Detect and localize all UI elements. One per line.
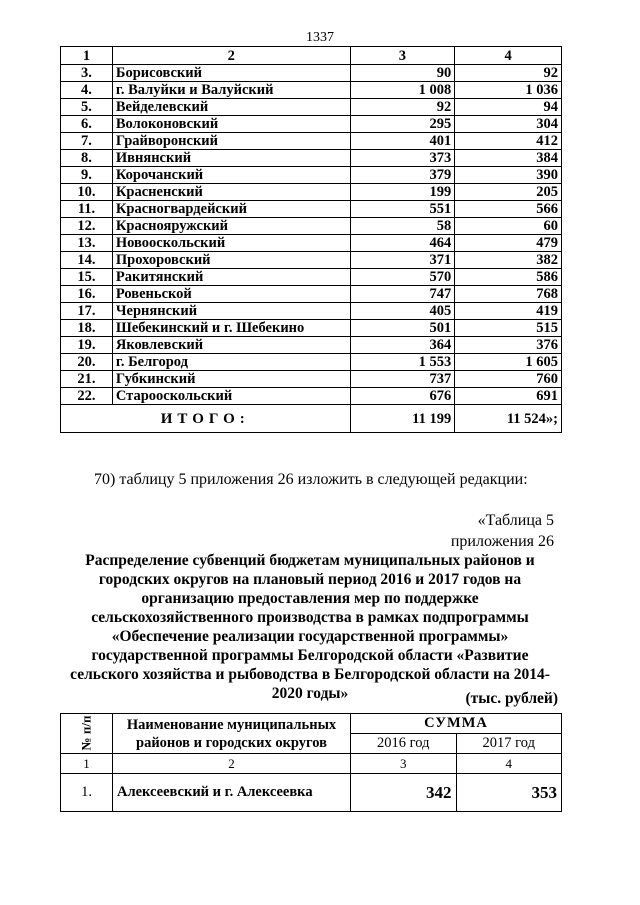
index-cell: 1 (61, 754, 113, 774)
row-value-2017: 390 (455, 167, 562, 184)
row-value-2017: 566 (455, 201, 562, 218)
table-row (61, 116, 562, 133)
row-value-2017: 205 (455, 184, 562, 201)
row-number: 19. (61, 337, 113, 354)
row-value-2016: 1 008 (350, 82, 455, 99)
page-number: 1337 (306, 30, 334, 45)
row-value-2017: 304 (455, 116, 562, 133)
row-number: 8. (61, 150, 113, 167)
row-district: Корочанский (112, 167, 350, 184)
row-district: г. Белгород (112, 354, 350, 371)
table-row (61, 184, 562, 201)
total-2017: 11 524»; (455, 405, 562, 433)
table-row (61, 286, 562, 303)
row-district: Красногвардейский (112, 201, 350, 218)
row-number: 16. (61, 286, 113, 303)
table-row (61, 82, 562, 99)
row-number: 13. (61, 235, 113, 252)
table-row (61, 388, 562, 405)
subsidy-table-continued (60, 46, 562, 433)
row-number: 6. (61, 116, 113, 133)
row-value-2016: 58 (350, 218, 455, 235)
table-row (61, 65, 562, 82)
row-number: 3. (61, 65, 113, 82)
row-value-2016: 501 (350, 320, 455, 337)
row-value-2016: 373 (350, 150, 455, 167)
row-value-2016: 570 (350, 269, 455, 286)
row-number: 1. (61, 774, 113, 812)
row-value-2016: 90 (350, 65, 455, 82)
row-value-2016: 737 (350, 371, 455, 388)
index-cell: 2 (113, 754, 351, 774)
row-value-2016: 747 (350, 286, 455, 303)
row-number: 17. (61, 303, 113, 320)
row-value-2016: 401 (350, 133, 455, 150)
subsidy-table-5 (60, 713, 562, 812)
row-district: Краснояружский (112, 218, 350, 235)
row-number: 5. (61, 99, 113, 116)
row-value-2016: 676 (350, 388, 455, 405)
table-row (61, 303, 562, 320)
total-row (61, 405, 562, 433)
row-district: Старооскольский (112, 388, 350, 405)
row-number: 18. (61, 320, 113, 337)
row-value-2016: 342 (351, 774, 457, 812)
header-number-text: № п/п (78, 715, 94, 751)
units-label: (тыс. рублей) (465, 690, 558, 707)
row-value-2016: 464 (350, 235, 455, 252)
amendment-paragraph: 70) таблицу 5 приложения 26 изложить в следующей редакции: (94, 471, 528, 488)
row-value-2017: 384 (455, 150, 562, 167)
row-value-2017: 419 (455, 303, 562, 320)
row-number: 20. (61, 354, 113, 371)
row-value-2017: 353 (456, 774, 562, 812)
table-row (61, 218, 562, 235)
table-header-row (61, 714, 562, 734)
table-row (61, 235, 562, 252)
row-number: 12. (61, 218, 113, 235)
table-row (61, 201, 562, 218)
row-district: Вейделевский (112, 99, 350, 116)
row-district: Грайворонский (112, 133, 350, 150)
row-value-2016: 295 (350, 116, 455, 133)
table-row (61, 337, 562, 354)
row-value-2017: 1 605 (455, 354, 562, 371)
row-number: 14. (61, 252, 113, 269)
table-row (61, 371, 562, 388)
row-value-2016: 92 (350, 99, 455, 116)
row-number: 4. (61, 82, 113, 99)
table-title: Распределение субвенций бюджетам муниципальных районов и городских округов на плановый период 2016 и 2017 годов на организацию предоставления мер по поддержке сельскохозяйственного производства в рамках подпрограммы «Обеспечение реализации государственной программы» государственной программы Белгородской области «Развитие сельского хозяйства и рыбоводства в Белгородской области на 2014-2020 годы» (70, 552, 550, 702)
header-2017: 2017 год (456, 734, 562, 754)
row-number: 11. (61, 201, 113, 218)
index-cell: 1 (61, 47, 113, 65)
row-value-2017: 760 (455, 371, 562, 388)
row-district: г. Валуйки и Валуйский (112, 82, 350, 99)
table-row (61, 99, 562, 116)
table-row (61, 133, 562, 150)
table-row (61, 167, 562, 184)
table-index-row (61, 754, 562, 774)
index-cell: 2 (112, 47, 350, 65)
table-row (61, 150, 562, 167)
total-label: ИТОГО: (61, 405, 351, 433)
row-value-2016: 371 (350, 252, 455, 269)
row-value-2016: 364 (350, 337, 455, 354)
row-value-2017: 515 (455, 320, 562, 337)
row-value-2016: 551 (350, 201, 455, 218)
row-district: Алексеевский и г. Алексеевка (113, 774, 351, 812)
row-value-2017: 691 (455, 388, 562, 405)
row-value-2016: 1 553 (350, 354, 455, 371)
row-value-2016: 199 (350, 184, 455, 201)
row-value-2017: 412 (455, 133, 562, 150)
row-value-2017: 586 (455, 269, 562, 286)
row-district: Прохоровский (112, 252, 350, 269)
row-value-2017: 376 (455, 337, 562, 354)
row-district: Ракитянский (112, 269, 350, 286)
row-number: 10. (61, 184, 113, 201)
index-cell: 4 (456, 754, 562, 774)
table-row (61, 774, 562, 812)
row-district: Ровеньской (112, 286, 350, 303)
row-number: 9. (61, 167, 113, 184)
row-district: Красненский (112, 184, 350, 201)
table-row (61, 320, 562, 337)
index-cell: 4 (455, 47, 562, 65)
row-value-2017: 382 (455, 252, 562, 269)
row-district: Губкинский (112, 371, 350, 388)
row-value-2017: 94 (455, 99, 562, 116)
row-value-2017: 92 (455, 65, 562, 82)
row-value-2017: 479 (455, 235, 562, 252)
header-name: Наименование муниципальных районов и городских округов (113, 714, 351, 754)
index-cell: 3 (351, 754, 457, 774)
row-district: Яковлевский (112, 337, 350, 354)
header-number (61, 714, 113, 754)
row-value-2016: 405 (350, 303, 455, 320)
row-value-2017: 768 (455, 286, 562, 303)
row-number: 7. (61, 133, 113, 150)
table-reference (451, 510, 554, 552)
row-district: Волоконовский (112, 116, 350, 133)
index-cell: 3 (350, 47, 455, 65)
table-row (61, 269, 562, 286)
row-number: 21. (61, 371, 113, 388)
row-district: Чернянский (112, 303, 350, 320)
table-reference-line2: приложения 26 (450, 533, 554, 550)
table-reference-line1: «Таблица 5 (477, 512, 554, 529)
row-district: Борисовский (112, 65, 350, 82)
row-district: Шебекинский и г. Шебекино (112, 320, 350, 337)
table-row (61, 252, 562, 269)
row-value-2017: 1 036 (455, 82, 562, 99)
row-district: Новооскольский (112, 235, 350, 252)
header-2016: 2016 год (351, 734, 457, 754)
row-value-2017: 60 (455, 218, 562, 235)
table-row (61, 354, 562, 371)
header-sum: СУММА (351, 714, 562, 734)
row-value-2016: 379 (350, 167, 455, 184)
row-number: 22. (61, 388, 113, 405)
row-number: 15. (61, 269, 113, 286)
table-index-row (61, 47, 562, 65)
row-district: Ивнянский (112, 150, 350, 167)
total-2016: 11 199 (350, 405, 455, 433)
